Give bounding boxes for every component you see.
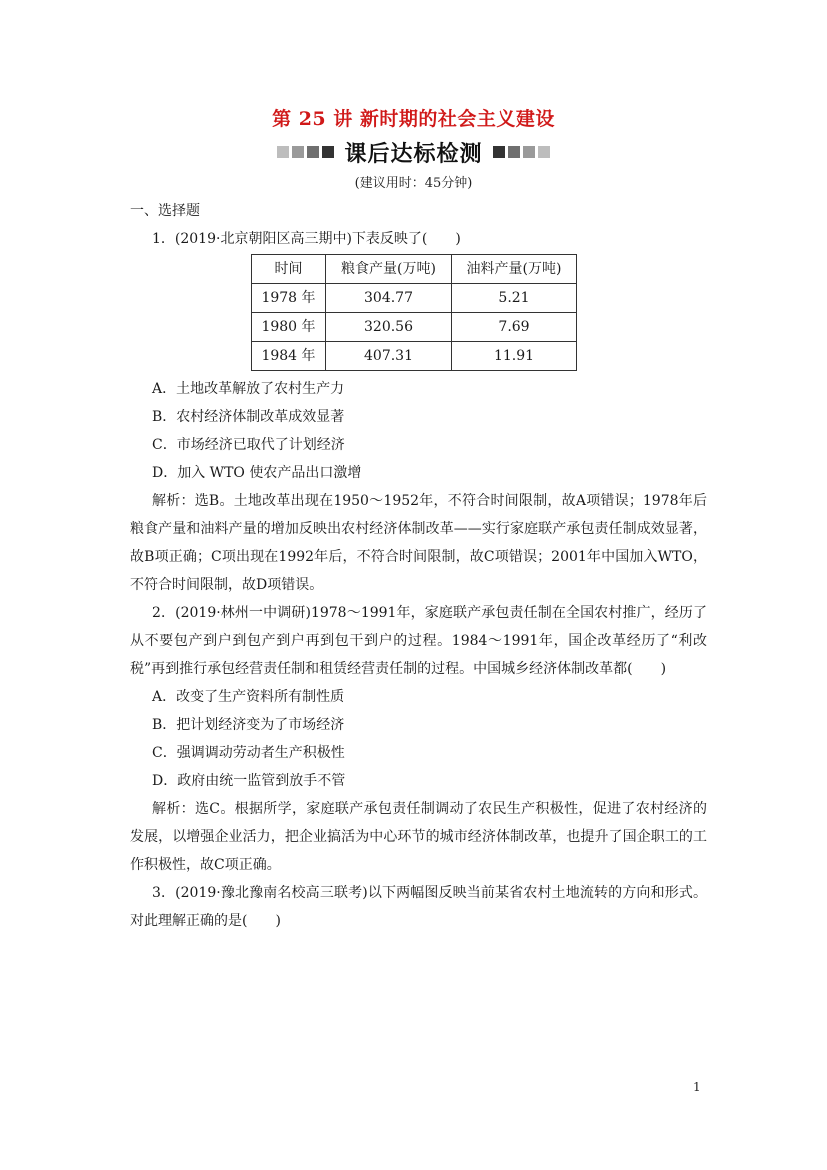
question-1-option-b: B．农村经济体制改革成效显著	[152, 409, 345, 425]
production-table	[251, 254, 577, 371]
banner-square	[277, 146, 289, 158]
section-banner	[0, 137, 827, 167]
question-1-option-c: C．市场经济已取代了计划经济	[152, 437, 345, 453]
question-1-analysis: 解析：选B。土地改革出现在1950～1952年，不符合时间限制，故A项错误；1978年后粮食产量和油料产量的增加反映出农村经济体制改革——实行家庭联产承包责任制成效显著，故B项正确；C项出现在1992年后，不符合时间限制，故C项错误；2001年中国加入WTO，不符合时间限制，故D项错误。	[130, 493, 707, 593]
table-cell: 407.31	[326, 342, 452, 371]
page-number: 1	[693, 1080, 701, 1094]
question-1-option-d: D．加入 WTO 使农产品出口激增	[152, 465, 362, 481]
question-2-analysis: 解析：选C。根据所学，家庭联产承包责任制调动了农民生产积极性，促进了农村经济的发展，以增强企业活力，把企业搞活为中心环节的城市经济体制改革，也提升了国企职工的工作积极性，故C项正确。	[130, 801, 707, 873]
banner-square	[307, 146, 319, 158]
banner-square	[493, 146, 505, 158]
question-1-option-a: A．土地改革解放了农村生产力	[152, 381, 345, 397]
table-cell: 1980 年	[252, 313, 326, 342]
table-header-cell: 粮食产量(万吨)	[326, 255, 452, 284]
question-2-option-a: A．改变了生产资料所有制性质	[152, 689, 345, 705]
table-header-row	[252, 255, 577, 284]
banner-title: 课后达标检测	[344, 141, 483, 167]
table-row	[252, 284, 577, 313]
table-row	[252, 313, 577, 342]
banner-square	[322, 146, 334, 158]
table-cell: 320.56	[326, 313, 452, 342]
table-cell: 304.77	[326, 284, 452, 313]
table-header-cell: 时间	[252, 255, 326, 284]
banner-squares-right	[493, 146, 550, 158]
question-1-stem: 1．(2019·北京朝阳区高三期中)下表反映了( )	[152, 231, 461, 247]
page-title: 第 25 讲 新时期的社会主义建设	[272, 108, 555, 130]
banner-square	[508, 146, 520, 158]
exercise-content	[130, 197, 707, 935]
table-cell: 11.91	[452, 342, 577, 371]
question-2-stem: 2．(2019·林州一中调研)1978～1991年，家庭联产承包责任制在全国农村推广，经历了从不要包产到户到包产到户再到包干到户的过程。1984～1991年，国企改革经历了“利改税”再到推行承包经营责任制和租赁经营责任制的过程。中国城乡经济体制改革都( )	[130, 605, 707, 677]
question-2-option-d: D．政府由统一监管到放手不管	[152, 773, 346, 789]
banner-square	[523, 146, 535, 158]
table-cell: 1978 年	[252, 284, 326, 313]
question-2-option-c: C．强调调动劳动者生产积极性	[152, 745, 345, 761]
section-heading: 一、选择题	[130, 203, 200, 219]
suggested-time: (建议用时：45分钟)	[354, 176, 473, 191]
table-cell: 7.69	[452, 313, 577, 342]
question-2-option-b: B．把计划经济变为了市场经济	[152, 717, 345, 733]
banner-square	[538, 146, 550, 158]
table-row	[252, 342, 577, 371]
table-cell: 1984 年	[252, 342, 326, 371]
question-3-stem: 3．(2019·豫北豫南名校高三联考)以下两幅图反映当前某省农村土地流转的方向和形式。对此理解正确的是( )	[130, 885, 707, 929]
table-header-cell: 油料产量(万吨)	[452, 255, 577, 284]
banner-square	[292, 146, 304, 158]
banner-squares-left	[277, 146, 334, 158]
table-cell: 5.21	[452, 284, 577, 313]
